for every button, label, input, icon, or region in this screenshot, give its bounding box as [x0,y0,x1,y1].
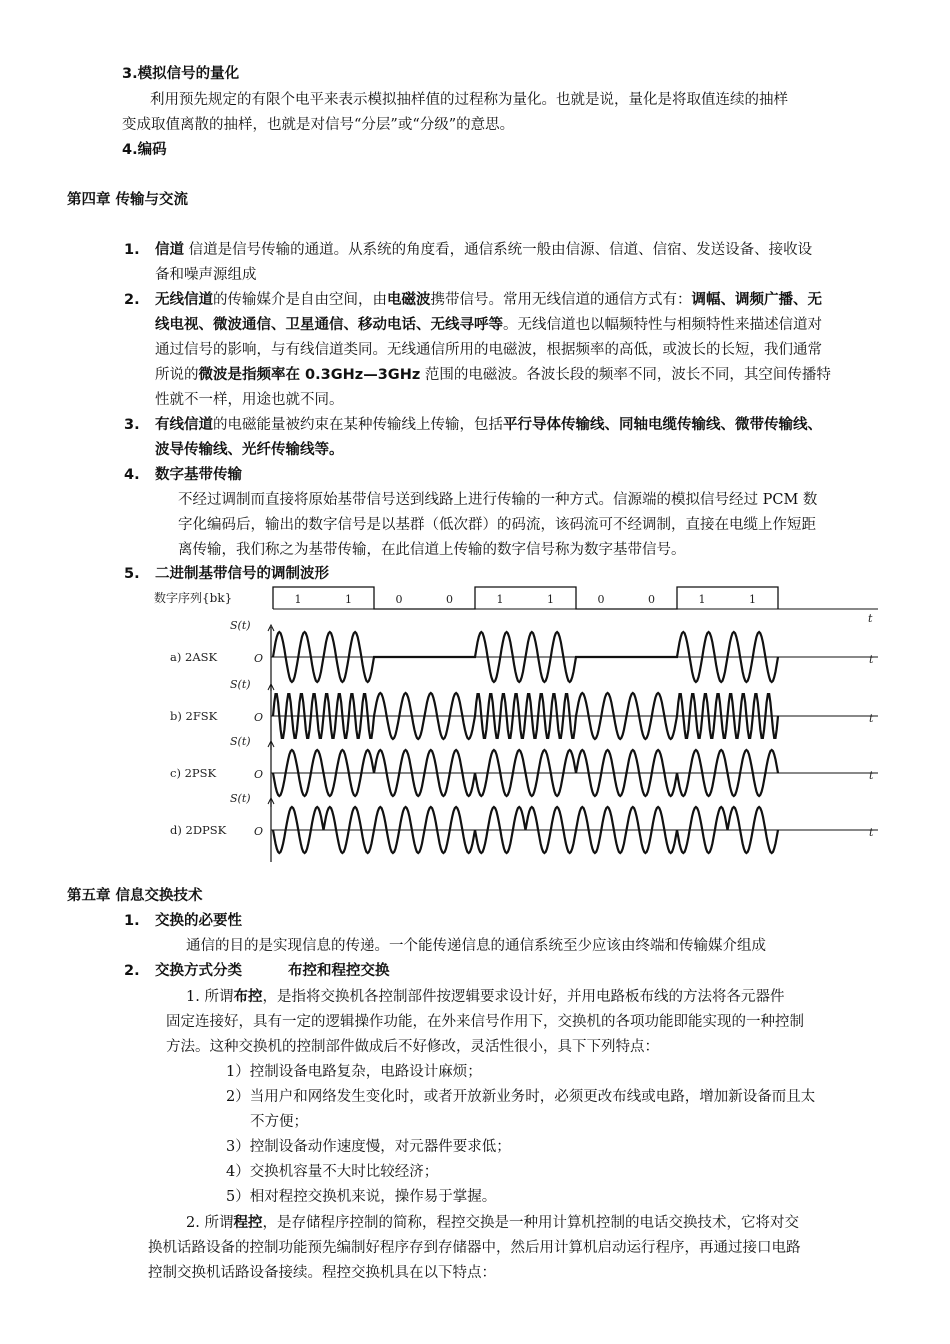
sequence-label: 数字序列{bk} [154,591,233,605]
term: 信道 [155,242,184,258]
chapter5-title: 第五章 信息交换技术 [67,888,203,904]
section-title-encoding: 4.编码 [122,142,167,158]
text: 通过信号的影响，与有线信道类同。无线通信所用的电磁波，根据频率的高低，或波长的长短，我们通常 [155,342,822,358]
item-number: 3. [124,417,140,433]
bit-label: 1 [345,593,352,606]
text: 的电磁能量被约束在某种传输线上传输，包括 [213,417,503,433]
axis-t-label: t [869,826,874,839]
text: 2. 所谓 [186,1215,234,1231]
waveform-row-label: a) 2ASK [170,650,218,664]
term: 微波是指频率在 0.3GHz—3GHz [198,367,421,383]
axis-t-label: t [869,769,874,782]
item-number: 2. [124,292,140,308]
axis-t-label: t [868,612,873,625]
bit-label: 1 [698,593,706,606]
bit-label: 0 [395,593,403,606]
text: ，是存储程序控制的简称，程控交换是一种用计算机控制的电话交换技术，它将对交 [262,1215,799,1231]
bit-label: 1 [294,593,302,606]
text: 信道是信号传输的通道。从系统的角度看，通信系统一般由信源、信道、信宿、发送设备、接收设 [184,242,813,258]
term: 调幅、调频广播、无 [691,292,822,308]
program-control-para-line-2: 换机话路设备的控制功能预先编制好程序存到存储器中，然后用计算机启动运行程序，再通过接口电路 [148,1240,801,1256]
item-number: 4. [124,467,140,483]
feature-list-item: 1）控制设备电路复杂，电路设计麻烦； [226,1064,482,1080]
program-control-para-line-1 [186,1211,799,1236]
modulation-waveform-figure [150,584,890,862]
bit-label: 1 [547,593,554,606]
quantization-line-2: 变成取值离散的抽样，也就是对信号“分层”或“分级”的意思。 [122,117,515,133]
item-number: 1. [124,242,140,258]
baseband-line-3: 离传输，我们称之为基带传输，在此信道上传输的数字信号称为数字基带信号。 [178,542,686,558]
axis-t-label: t [869,712,874,725]
feature-list-item: 5）相对程控交换机来说，操作易于掌握。 [226,1189,497,1205]
baseband-line-2: 字化编码后，输出的数字信号是以基群（低次群）的码流，该码流可不经调制，直接在电缆上作短距 [178,517,816,533]
feature-list-item-continuation: 不方便； [250,1114,308,1130]
baseband-line-1: 不经过调制而直接将原始基带信号送到线路上进行传输的一种方式。信源端的模拟信号经过 PCM 数 [178,492,818,508]
bit-label: 0 [597,593,605,606]
feature-list-item: 2）当用户和网络发生变化时，或者开放新业务时，必须更改布线或电路，增加新设备而且太 [226,1089,816,1105]
modulated-waveform [273,807,778,853]
text: 性就不一样，用途也就不同。 [155,392,344,408]
s-axis-label: S(t) [230,619,251,632]
modulated-waveform [273,750,778,796]
wireless-channel [155,288,905,413]
modulated-waveform [273,693,778,739]
feature-list-item: 4）交换机容量不大时比较经济； [226,1164,439,1180]
switching-types-title: 交换方式分类 [155,963,242,979]
term: 线电视、微波通信、卫星通信、移动电话、无线寻呼等 [155,317,503,333]
chapter4-title: 第四章 传输与交流 [67,192,189,208]
text: 。无线信道也以幅频特性与相频特性来描述信道对 [503,317,822,333]
switching-types-subtitle: 布控和程控交换 [288,963,390,979]
feature-list-item: 3）控制设备动作速度慢，对元器件要求低； [226,1139,511,1155]
text: 所说的 [155,367,199,383]
section-title-quantization: 3.模拟信号的量化 [122,66,240,82]
switching-necessity-title: 交换的必要性 [155,913,242,929]
wired-channel [155,413,915,463]
text: 范围的电磁波。各波长段的频率不同，波长不同，其空间传播特 [420,367,831,383]
modulation-title: 二进制基带信号的调制波形 [155,566,329,582]
text: ，是指将交换机各控制部件按逻辑要求设计好，并用电路板布线的方法将各元器件 [262,989,785,1005]
s-axis-label: S(t) [230,735,251,748]
text: 的传输媒介是自由空间，由 [213,292,387,308]
text: 1. 所谓 [186,989,234,1005]
waveform-row-label: b) 2FSK [170,709,218,723]
bit-label: 1 [496,593,504,606]
term: 程控 [233,1215,263,1231]
item-number: 2. [124,963,140,979]
item-number: 5. [124,566,140,582]
quantization-line-1: 利用预先规定的有限个电平来表示模拟抽样值的过程称为量化。也就是说，量化是将取值连续的抽样 [150,92,788,108]
term: 平行导体传输线、同轴电缆传输线、微带传输线、 [503,417,822,433]
modulated-waveform [273,632,778,682]
origin-label: O [254,768,264,781]
origin-label: O [254,711,264,724]
waveform-row-label: d) 2DPSK [170,823,227,837]
term: 有线信道 [155,417,213,433]
origin-label: O [254,652,264,665]
origin-label: O [254,825,264,838]
term: 布控 [233,989,263,1005]
program-control-para-line-3: 控制交换机话路设备接续。程控交换机具在以下特点： [148,1265,496,1281]
term: 电磁波 [387,292,431,308]
wired-control-para-line-1 [186,985,784,1010]
axis-t-label: t [869,653,874,666]
term: 波导传输线、光纤传输线等。 [155,442,344,458]
baseband-title: 数字基带传输 [155,467,242,483]
bit-label: 0 [648,593,655,606]
text: 携带信号。常用无线信道的通信方式有： [430,292,692,308]
switching-necessity-text: 通信的目的是实现信息的传递。一个能传递信息的通信系统至少应该由终端和传输媒介组成 [186,938,766,954]
wired-control-para-line-2: 固定连接好，具有一定的逻辑操作功能，在外来信号作用下，交换机的各项功能即能实现的一种控制 [166,1014,804,1030]
s-axis-label: S(t) [230,678,251,691]
waveform-row-label: c) 2PSK [170,766,217,780]
wired-control-para-line-3: 方法。这种交换机的控制部件做成后不好修改，灵活性很小，具下下列特点： [166,1039,659,1055]
channel-definition [155,238,812,288]
term: 无线信道 [155,292,213,308]
bit-label: 0 [446,593,453,606]
bit-label: 1 [749,593,756,606]
s-axis-label: S(t) [230,792,251,805]
text: 备和噪声源组成 [155,267,257,283]
item-number: 1. [124,913,140,929]
